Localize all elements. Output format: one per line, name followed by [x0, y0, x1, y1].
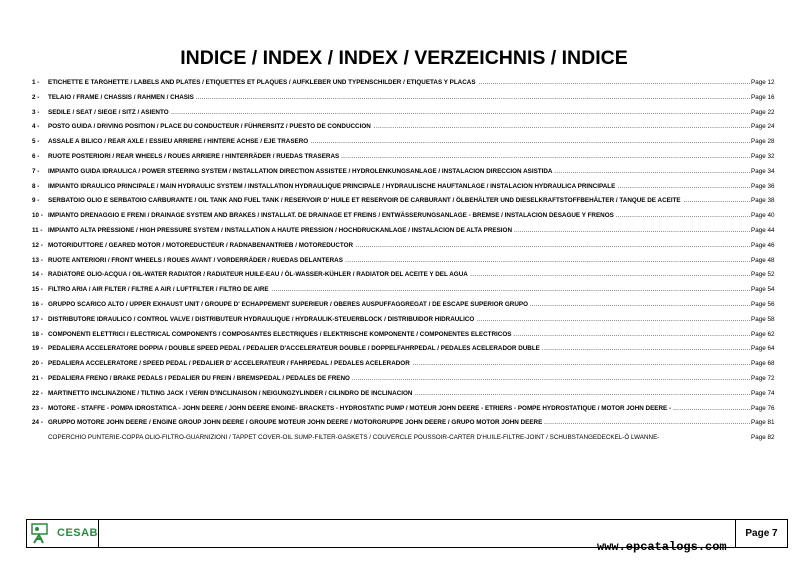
entry-number: 9 -: [32, 197, 40, 205]
entry-title: IMPIANTO DRENAGGIO E FRENI / DRAINAGE SYSTEM AND BRAKES / INSTALLAT. DE DRAINAGE ET FREINS / ENTWÄSSERUNGSANLAGE - BREMSE / INSTALACION DESAGUE Y FRENOS: [48, 212, 614, 220]
entry-page: Page 46: [751, 241, 775, 249]
entry-leader: [48, 210, 750, 221]
entry-page: Page 40: [751, 212, 775, 220]
entry-leader: [48, 107, 750, 118]
entry-page: Page 72: [751, 374, 775, 382]
entry-number: 7 -: [32, 167, 40, 175]
entry-number: 20 -: [32, 360, 43, 368]
watermark: www.epcatalogs.com: [597, 540, 727, 554]
page-title: INDICE / INDEX / INDEX / VERZEICHNIS / INDICE: [180, 47, 628, 69]
index-entry[interactable]: [26, 388, 780, 403]
entry-page: Page 22: [751, 108, 775, 116]
entry-leader: [48, 92, 750, 103]
entry-leader: [48, 299, 750, 310]
entry-title: ASSALE A BILICO / REAR AXLE / ESSIEU ARRIERE / HINTERE ACHSE / EJE TRASERO: [48, 138, 309, 146]
entry-page: Page 58: [751, 315, 775, 323]
index-entry[interactable]: [26, 403, 780, 418]
index-entry[interactable]: [26, 77, 780, 92]
entry-leader: [48, 314, 750, 325]
entry-title: PEDALIERA ACCELERATORE / SPEED PEDAL / PEDALIER D' ACCELERATEUR / FAHRPEDAL / PEDALES ACELERADOR: [48, 360, 410, 368]
index-entry[interactable]: [26, 92, 780, 107]
entry-leader: [48, 403, 750, 414]
entry-number: 21 -: [32, 374, 43, 382]
entry-number: 22 -: [32, 389, 43, 397]
index-sub-entry[interactable]: [26, 432, 780, 447]
index-entry[interactable]: [26, 107, 780, 122]
entry-title: RUOTE POSTERIORI / REAR WHEELS / ROUES ARRIERE / HINTERRÄDER / RUEDAS TRASERAS: [48, 152, 340, 160]
index-entry[interactable]: [26, 121, 780, 136]
entry-page: Page 44: [751, 226, 775, 234]
index-entry[interactable]: [26, 329, 780, 344]
index-entry[interactable]: [26, 210, 780, 225]
entry-number: 19 -: [32, 345, 43, 353]
entry-number: 12 -: [32, 241, 43, 249]
entry-page: Page 76: [751, 404, 775, 412]
index-entry[interactable]: [26, 225, 780, 240]
entry-number: 16 -: [32, 300, 43, 308]
entry-number: 2 -: [32, 93, 40, 101]
entry-number: 17 -: [32, 315, 43, 323]
entry-title: PEDALIERA FRENO / BRAKE PEDALS / PEDALIER DU FREIN / BREMSPEDAL / PEDALES DE FRENO: [48, 374, 350, 382]
index-entry[interactable]: [26, 358, 780, 373]
entry-number: 1 -: [32, 79, 40, 86]
entry-page: Page 48: [751, 256, 775, 264]
entry-number: 14 -: [32, 271, 43, 279]
index-entry[interactable]: [26, 240, 780, 255]
entry-leader: [48, 269, 750, 280]
index-entry[interactable]: [26, 195, 780, 210]
entry-title: MARTINETTO INCLINAZIONE / TILTING JACK / VERIN D'INCLINAISON / NEIGUNGZYLINDER / CILINDRO DE INCLINACION: [48, 389, 413, 397]
entry-title: TELAIO / FRAME / CHASSIS / RAHMEN / CHASIS: [48, 93, 194, 101]
entry-number: 11 -: [32, 226, 43, 234]
index-list: [26, 77, 780, 447]
entry-page: Page 34: [751, 167, 775, 175]
page-number: Page 7: [735, 520, 787, 547]
entry-page: Page 16: [751, 93, 775, 101]
index-entry[interactable]: [26, 314, 780, 329]
entry-leader: [48, 151, 750, 162]
entry-leader: [48, 417, 750, 428]
entry-number: 24 -: [32, 419, 43, 427]
entry-title: GRUPPO SCARICO ALTO / UPPER EXHAUST UNIT / GROUPE D' ECHAPPEMENT SUPERIEUR / OBERES AUSPUFFAGGREGAT / DE ESCAPE SUPERIOR GRUPO: [48, 300, 529, 308]
entry-page: Page 74: [751, 389, 775, 397]
entry-title: SEDILE / SEAT / SIEGE / SITZ / ASIENTO: [48, 108, 169, 116]
entry-leader: [48, 181, 750, 192]
entry-leader: [48, 373, 750, 384]
forklift-logo-icon: [31, 523, 57, 545]
entry-leader: [48, 166, 750, 177]
index-entry[interactable]: [26, 343, 780, 358]
entry-number: 13 -: [32, 256, 43, 264]
index-entry[interactable]: [26, 299, 780, 314]
entry-leader: [48, 77, 750, 88]
entry-number: 6 -: [32, 152, 40, 160]
entry-page: Page 54: [751, 286, 775, 294]
entry-page: Page 56: [751, 300, 775, 308]
entry-leader: [48, 121, 750, 132]
entry-title: IMPIANTO GUIDA IDRAULICA / POWER STEERING SYSTEM / INSTALLATION DIRECTION ASSISTEE / HYDROLENKUNGSANLAGE / INSTALACION DIRECCION ASISTIDA: [48, 167, 553, 175]
entry-page: Page 12: [751, 79, 775, 86]
entry-title: MOTORIDUTTORE / GEARED MOTOR / MOTOREDUCTEUR / RADNABENANTRIEB / MOTOREDUCTOR: [48, 241, 354, 249]
entry-number: 5 -: [32, 138, 40, 146]
entry-title: COPERCHIO PUNTERIE-COPPA OLIO-FILTRO-GUARNIZIONI / TAPPET COVER-OIL SUMP-FILTER-GASKETS / COUVERCLE POUSSOIR-CARTER D'HUILE-FILTRE-JOINT / SCHUBSTANGEDECKEL-Ö LWANNE-: [48, 434, 660, 442]
index-entry[interactable]: [26, 166, 780, 181]
entry-title: COMPONENTI ELETTRICI / ELECTRICAL COMPONENTS / COMPOSANTES ELECTRIQUES / ELEKTRISCHE KOMPONENTE / COMPONENTES ELECTRICOS: [48, 330, 512, 338]
entry-page: Page 68: [751, 360, 775, 368]
entry-leader: [48, 240, 750, 251]
entry-leader: [48, 195, 750, 206]
entry-number: 8 -: [32, 182, 40, 190]
entry-title: SERBATOIO OLIO E SERBATOIO CARBURANTE / OIL TANK AND FUEL TANK / RESERVOIR D' HUILE ET RESERVOIR DE CARBURANT / ÖLBEHÄLTER UND DIESELKRAFTSTOFFBEHÄLTER / TANQUE DE ACEITE: [48, 197, 681, 205]
entry-number: 15 -: [32, 286, 43, 294]
entry-number: 3 -: [32, 108, 40, 116]
entry-title: ETICHETTE E TARGHETTE / LABELS AND PLATES / ETIQUETTES ET PLAQUES / AUFKLEBER UND TYPENSCHILDER / ETIQUETAS Y PLACAS: [48, 79, 476, 86]
entry-leader: [48, 225, 750, 236]
entry-leader: [48, 388, 750, 399]
entry-leader: [48, 343, 750, 354]
entry-page: Page 36: [751, 182, 775, 190]
entry-number: 18 -: [32, 330, 43, 338]
index-entry[interactable]: [26, 269, 780, 284]
index-entry[interactable]: [26, 284, 780, 299]
entry-page: Page 28: [751, 138, 775, 146]
entry-title: RADIATORE OLIO-ACQUA / OIL-WATER RADIATOR / RADIATEUR HUILE-EAU / ÖL-WASSER-KÜHLER / RADIATOR DEL ACEITE Y DEL AGUA: [48, 271, 468, 279]
entry-page: Page 64: [751, 345, 775, 353]
entry-page: Page 81: [751, 419, 775, 427]
entry-number: 4 -: [32, 123, 40, 131]
entry-title: MOTORE - STAFFE - POMPA IDROSTATICA - JOHN DEERE / JOHN DEERE ENGINE- BRACKETS - HYDROSTATIC PUMP / MOTEUR JOHN DEERE - ETRIERS - POMPE HYDROSTATIQUE / MOTOR JOHN DEERE -: [48, 404, 672, 412]
entry-page: Page 24: [751, 123, 775, 131]
entry-number: 23 -: [32, 404, 43, 412]
entry-title: IMPIANTO IDRAULICO PRINCIPALE / MAIN HYDRAULIC SYSTEM / INSTALLATION HYDRAULIQUE PRINCIPALE / HYDRAULISCHE HAUFTANLAGE / INSTALACION HYDRAULICA PRINCIPALE: [48, 182, 616, 190]
entry-title: DISTRIBUTORE IDRAULICO / CONTROL VALVE / DISTRIBUTEUR HYDRAULIQUE / HYDRAULIK-STEUERBLOCK / DISTRIBUIDOR HIDRAULICO: [48, 315, 475, 323]
entry-leader: [48, 255, 750, 266]
entry-page: Page 32: [751, 152, 775, 160]
entry-number: 10 -: [32, 212, 43, 220]
entry-title: IMPIANTO ALTA PRESSIONE / HIGH PRESSURE SYSTEM / INSTALLATION A HAUTE PRESSION / HOCHDRUCKANLAGE / INSTALACION DE ALTA PRESION: [48, 226, 513, 234]
entry-title: FILTRO ARIA / AIR FILTER / FILTRE A AIR / LUFTFILTER / FILTRO DE AIRE: [48, 286, 269, 294]
entry-title: POSTO GUIDA / DRIVING POSITION / PLACE DU CONDUCTEUR / FÜHRERSITZ / PUESTO DE CONDUCCION: [48, 123, 371, 131]
index-entry[interactable]: [26, 151, 780, 166]
entry-page: Page 38: [751, 197, 775, 205]
index-entry[interactable]: [26, 181, 780, 196]
entry-leader: [48, 284, 750, 295]
cesab-logo: [27, 520, 99, 547]
entry-page: Page 62: [751, 330, 775, 338]
entry-leader: [48, 432, 750, 443]
index-entry[interactable]: [26, 373, 780, 388]
index-entry[interactable]: [26, 136, 780, 151]
entry-leader: [48, 329, 750, 340]
entry-title: RUOTE ANTERIORI / FRONT WHEELS / ROUES AVANT / VORDERRÄDER / RUEDAS DELANTERAS: [48, 256, 343, 264]
entry-title: PEDALIERA ACCELERATORE DOPPIA / DOUBLE SPEED PEDAL / PEDALIER D'ACCELERATEUR DOUBLE / DOPPELFAHRPEDAL / PEDALES ACELERADOR DUBLE: [48, 345, 540, 353]
entry-leader: [48, 358, 750, 369]
entry-page: Page 52: [751, 271, 775, 279]
entry-leader: [48, 136, 750, 147]
brand-name: CESAB: [57, 527, 99, 539]
index-entry[interactable]: [26, 417, 780, 432]
index-entry[interactable]: [26, 255, 780, 270]
entry-page: Page 82: [751, 434, 775, 442]
entry-title: GRUPPO MOTORE JOHN DEERE / ENGINE GROUP JOHN DEERE / GROUPE MOTEUR JOHN DEERE / MOTORGRUPPE JOHN DEERE / GRUPO MOTOR JOHN DEERE: [48, 419, 543, 427]
